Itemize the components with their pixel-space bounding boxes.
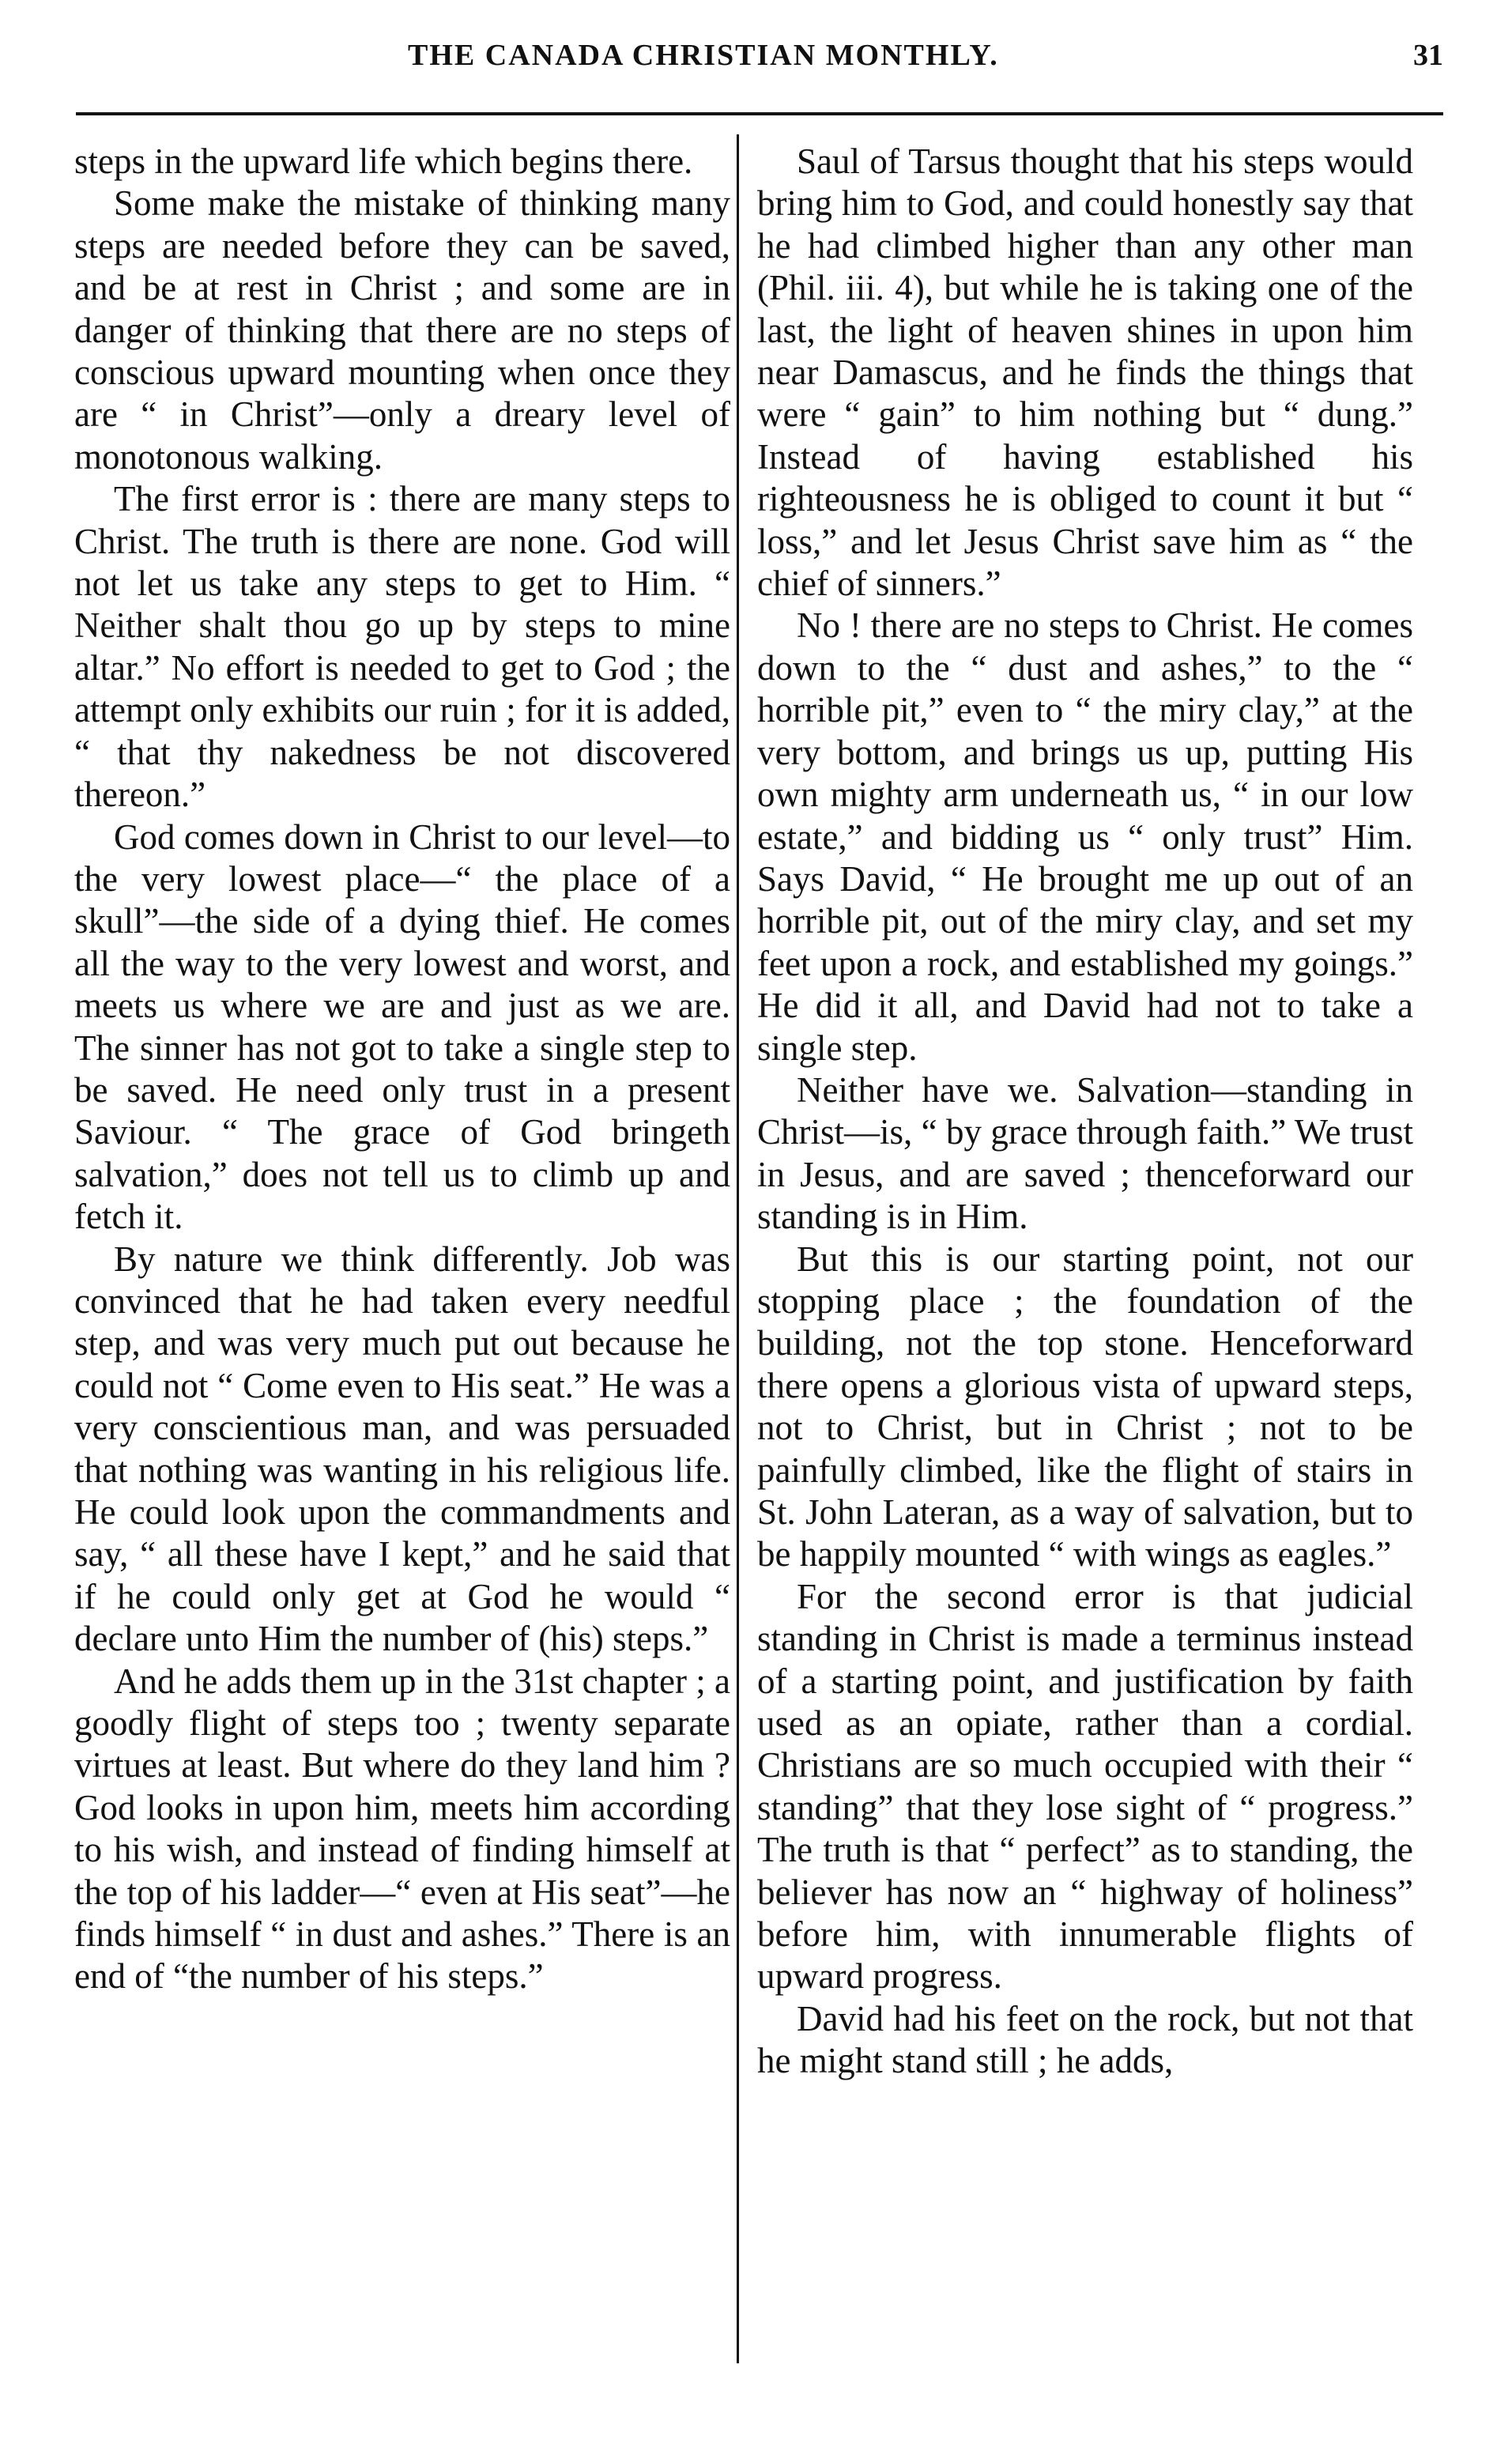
header-rule <box>76 112 1443 115</box>
journal-title: THE CANADA CHRISTIAN MONTHLY. <box>408 39 999 72</box>
paragraph: The first error is : there are many steps to Christ. The truth is there are none. God will not let us take any steps to get to Him. “ Neither shalt thou go up by steps to mine altar.” No effort is needed to get to God ; the attempt only exhibits our ruin ; for it is added, “ that thy nakedness be not discovered thereon.” <box>74 479 730 815</box>
page-number: 31 <box>1413 39 1443 72</box>
paragraph: David had his feet on the rock, but not that he might stand still ; he adds, <box>757 1998 1413 2081</box>
column-divider <box>737 134 739 2363</box>
paragraph: But this is our starting point, not our stopping place ; the foundation of the building, not the top stone. Henceforward there opens a glorious vista of upward steps, not to Christ, but in Christ ; not to be painfully climbed, like the flight of stairs in St. John Lateran, as a way of salvation, but to be happily mounted “ with wings as eagles.” <box>757 1239 1413 1574</box>
paragraph: God comes down in Christ to our level—to the very lowest place—“ the place of a skull”—the side of a dying thief. He comes all the way to the very lowest and worst, and meets us where we are and just as we are. The sinner has not got to take a single step to be saved. He need only trust in a present Saviour. “ The grace of God bringeth salvation,” does not tell us to climb up and fetch it. <box>74 816 730 1237</box>
paragraph: And he adds them up in the 31st chapter ; a goodly flight of steps too ; twenty separate virtues at least. But where do they land him ? God looks in upon him, meets him according to his wish, and instead of finding himself at the top of his ladder—“ even at His seat”—he finds himself “ in dust and ashes.” There is an end of “the number of his steps.” <box>74 1661 730 1997</box>
paragraph: Neither have we. Salvation—standing in Christ—is, “ by grace through faith.” We trust in Jesus, and are saved ; thenceforward our standing is in Him. <box>757 1069 1413 1237</box>
paragraph: By nature we think differently. Job was convinced that he had taken every needful step, and was very much put out because he could not “ Come even to His seat.” He was a very conscientious man, and was persuaded that nothing was wanting in his religious life. He could look upon the commandments and say, “ all these have I kept,” and he said that if he could only get at God he would “ declare unto Him the number of (his) steps.” <box>74 1239 730 1659</box>
paragraph: steps in the upward life which begins there. <box>74 141 693 181</box>
left-column <box>74 141 730 1998</box>
paragraph: Some make the mistake of thinking many steps are needed before they can be saved, and be at rest in Christ ; and some are in danger of thinking that there are no steps of conscious upward mounting when once they are “ in Christ”—only a dreary level of monotonous walking. <box>74 183 730 477</box>
paragraph: For the second error is that judicial standing in Christ is made a terminus instead of a starting point, and justification by faith used as an opiate, rather than a cordial. Christians are so much occupied with their “ standing” that they lose sight of “ progress.” The truth is that “ perfect” as to standing, the believer has now an “ highway of holiness” before him, with innumerable flights of upward progress. <box>757 1576 1413 1997</box>
paragraph: No ! there are no steps to Christ. He comes down to the “ dust and ashes,” to the “ horrible pit,” even to “ the miry clay,” at the very bottom, and brings us up, putting His own mighty arm underneath us, “ in our low estate,” and bidding us “ only trust” Him. Says David, “ He brought me up out of an horrible pit, out of the miry clay, and set my feet upon a rock, and established my goings.” He did it all, and David had not to take a single step. <box>757 605 1413 1068</box>
right-column <box>757 141 1413 2083</box>
paragraph: Saul of Tarsus thought that his steps would bring him to God, and could honestly say that he had climbed higher than any other man (Phil. iii. 4), but while he is taking one of the last, the light of heaven shines in upon him near Damascus, and he finds the things that were “ gain” to him nothing but “ dung.” Instead of having established his righteousness he is obliged to count it but “ loss,” and let Jesus Christ save him as “ the chief of sinners.” <box>757 141 1413 604</box>
running-header <box>76 38 1443 101</box>
